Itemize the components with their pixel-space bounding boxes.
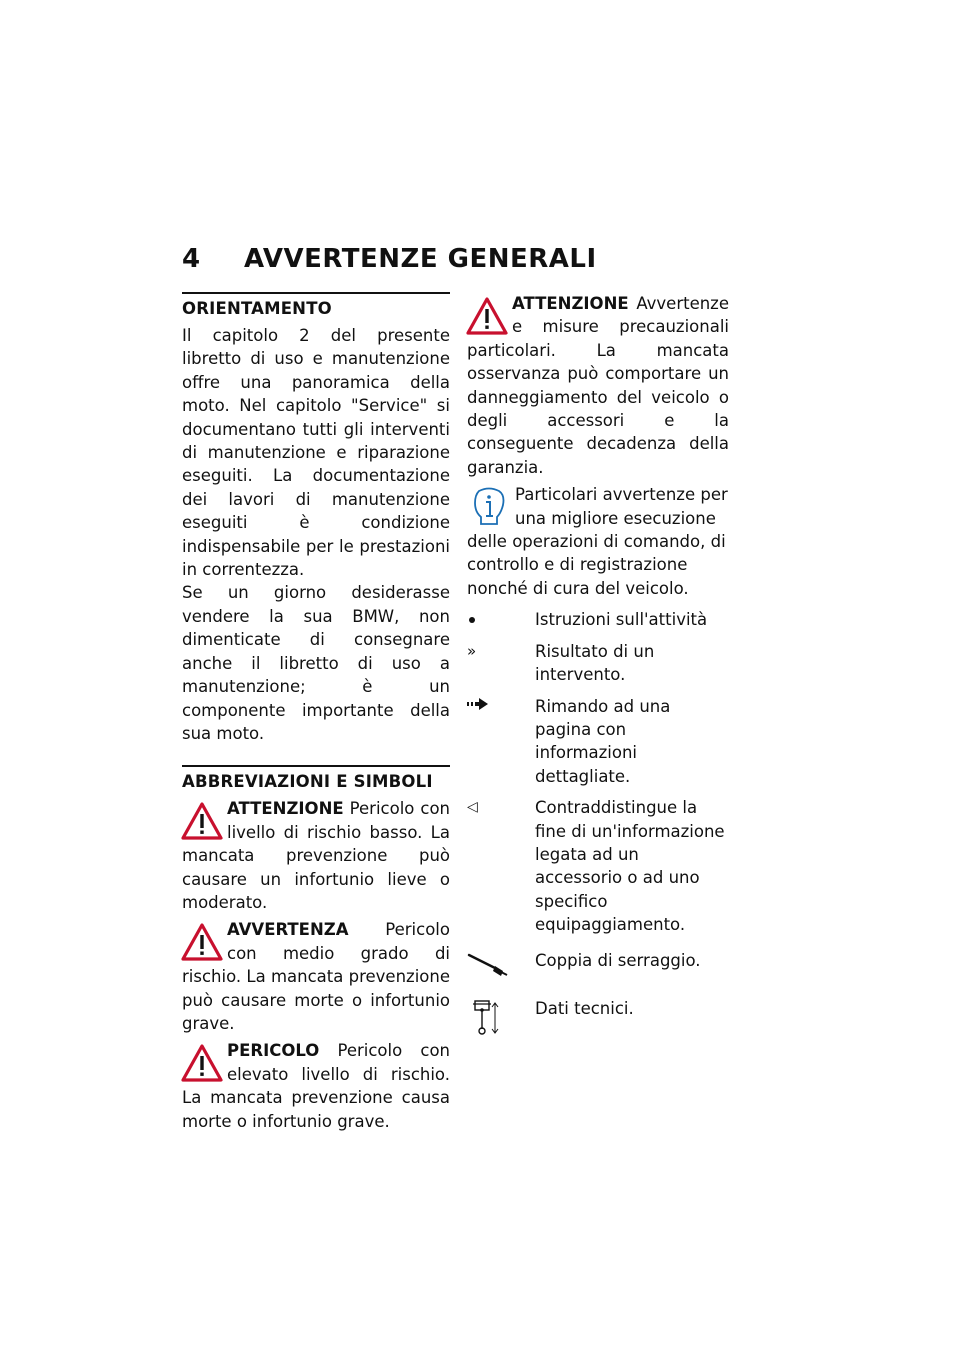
bullet-icon bbox=[469, 617, 475, 623]
torque-wrench-icon bbox=[467, 951, 509, 977]
warning-attenzione-right bbox=[467, 292, 729, 479]
info-text: Particolari avvertenze per una migliore esecuzione delle operazioni di comando, di controllo e di registrazione nonché di cura del veicolo. bbox=[467, 485, 728, 598]
technical-data-icon bbox=[467, 999, 501, 1037]
symbol-text: Risultato di un intervento. bbox=[535, 641, 655, 685]
symbol-text: Coppia di serraggio. bbox=[535, 950, 701, 970]
pericolo-label: PERICOLO bbox=[227, 1041, 320, 1061]
warning-triangle-icon bbox=[465, 296, 509, 336]
avvertenza-label: AVVERTENZA bbox=[227, 920, 349, 940]
left-column bbox=[182, 292, 450, 1133]
end-marker-icon: ◁ bbox=[467, 799, 478, 816]
chapter-number: 4 bbox=[182, 244, 201, 274]
symbol-text: Contraddistingue la fine di un'informazione legata ad un accessorio o ad uno specifico equipaggiamento. bbox=[535, 798, 725, 935]
warning-triangle-icon bbox=[180, 801, 224, 841]
info-icon bbox=[471, 485, 507, 527]
symbol-row-reference bbox=[467, 695, 729, 789]
arrow-reference-icon bbox=[467, 697, 489, 711]
attenzione-right-text: Avvertenze e misure precauzionali particolari. La mancata osservanza può comportare un danneggiamento del veicolo o degli accessori e la conseguente decadenza della garanzia. bbox=[467, 294, 729, 477]
warning-attenzione bbox=[182, 797, 450, 914]
symbol-row-torque bbox=[467, 949, 729, 977]
chapter-title-text: AVVERTENZE GENERALI bbox=[244, 244, 597, 274]
pericolo-text: Pericolo con elevato livello di rischio. La mancata prevenzione causa morte o infortunio grave. bbox=[182, 1041, 450, 1131]
attenzione-right-label: ATTENZIONE bbox=[512, 294, 629, 313]
symbol-row-technical bbox=[467, 997, 729, 1037]
warning-avvertenza bbox=[182, 918, 450, 1035]
orientamento-paragraph-1: Il capitolo 2 del presente libretto di uso e manutenzione offre una panoramica della moto. Nel capitolo "Service" si documentano tutti gli interventi di manutenzione e riparazione eseguiti. La documentazione dei lavori di manutenzione eseguiti è condizione indispensabile per le prestazioni in correntezza. bbox=[182, 326, 450, 580]
result-icon: » bbox=[467, 641, 477, 660]
warning-triangle-icon bbox=[180, 1043, 224, 1083]
attenzione-label: ATTENZIONE bbox=[227, 799, 344, 819]
section-heading-orientamento: ORIENTAMENTO bbox=[182, 292, 450, 318]
warning-pericolo bbox=[182, 1039, 450, 1133]
symbol-text: Rimando ad una pagina con informazioni dettagliate. bbox=[535, 696, 671, 786]
orientamento-paragraph-2: Se un giorno desiderasse vendere la sua BMW, non dimenticate di consegnare anche il libretto di uso a manutenzione; è un componente importante della sua moto. bbox=[182, 583, 450, 743]
symbol-text: Istruzioni sull'attività bbox=[535, 610, 708, 630]
warning-triangle-icon bbox=[180, 922, 224, 962]
symbol-row-end-marker bbox=[467, 796, 729, 936]
symbol-text: Dati tecnici. bbox=[535, 998, 634, 1018]
section-heading-abbreviazioni: ABBREVIAZIONI E SIMBOLI bbox=[182, 765, 450, 791]
attenzione-text: Pericolo con livello di rischio basso. La mancata prevenzione può causare un infortunio lieve o moderato. bbox=[182, 799, 450, 912]
chapter-title bbox=[182, 244, 742, 274]
symbol-row-result bbox=[467, 640, 729, 687]
symbol-row-bullet bbox=[467, 608, 729, 631]
info-note bbox=[467, 483, 729, 600]
avvertenza-text: Pericolo con medio grado di rischio. La mancata prevenzione può causare morte o infortunio grave. bbox=[182, 920, 450, 1033]
right-column bbox=[467, 292, 729, 1037]
